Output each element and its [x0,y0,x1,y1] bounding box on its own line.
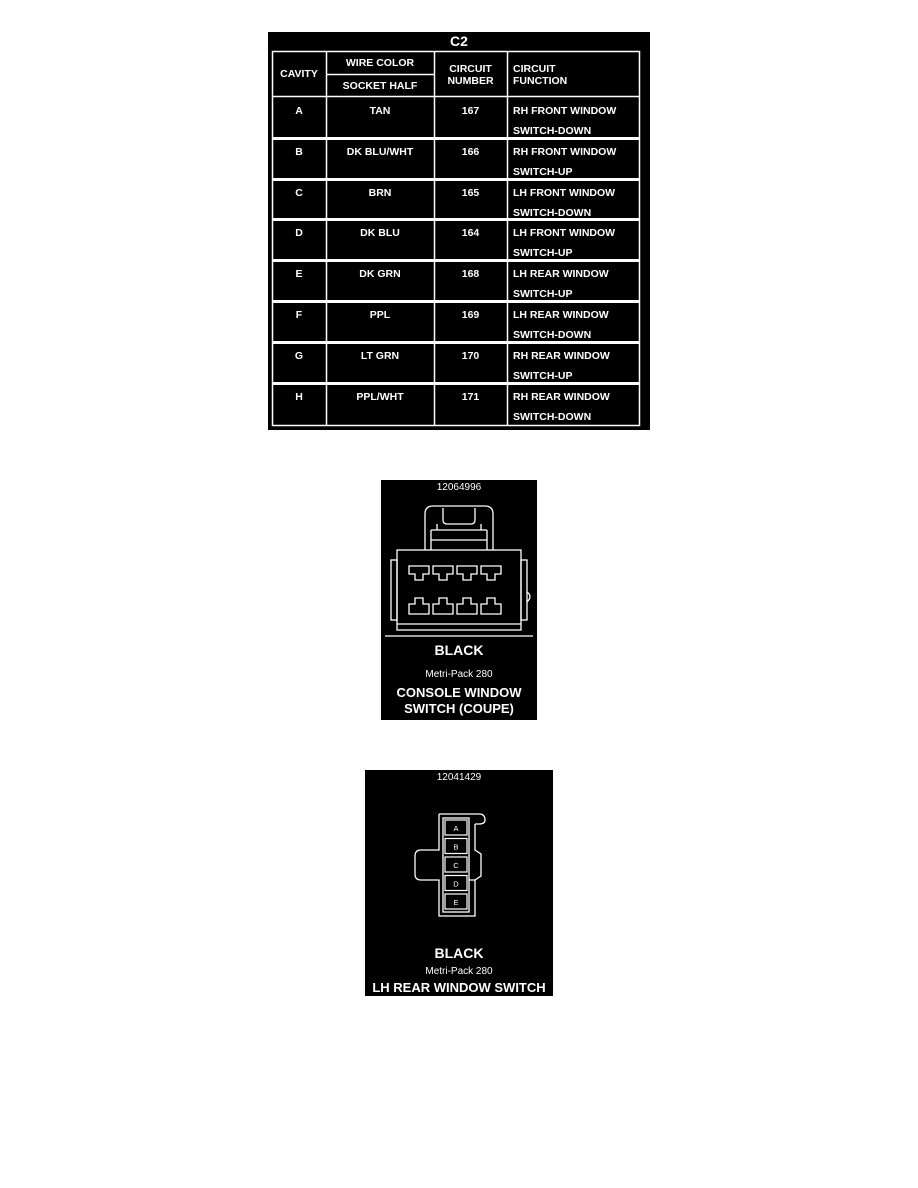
connector-c2-table [268,32,650,430]
circuit-number-cell: 168 [461,268,480,281]
circuit-function-cell: LH REAR WINDOW [513,309,609,321]
circuit-function-cell-line2: SWITCH-DOWN [513,329,592,341]
connector-type-label: Metri-Pack 280 [425,669,493,680]
circuit-function-cell: RH REAR WINDOW [513,349,610,362]
connector-name-line2: SWITCH (COUPE) [404,701,514,716]
circuit-function-cell-line2: SWITCH-DOWN [513,410,592,423]
cavity-label: D [453,879,459,889]
connector-face-drawing [365,770,553,930]
table-title: C2 [450,33,468,49]
circuit-function-cell-line2: SWITCH-UP [513,165,573,178]
header-circuit-function-line1: CIRCUIT [513,63,556,75]
wire-color-cell: LT GRN [360,349,400,362]
circuit-number-cell: 164 [461,227,480,240]
cavity-cell: C [295,186,303,199]
header-circuit-number-line1: CIRCUIT [449,63,492,75]
wire-color-cell: TAN [369,105,391,117]
wire-color-cell: PPL/WHT [356,390,404,403]
circuit-function-cell: LH FRONT WINDOW [513,186,616,199]
header-socket-half: SOCKET HALF [342,80,418,92]
circuit-function-cell: RH REAR WINDOW [513,390,610,403]
cavity-label: A [453,824,459,833]
lh-rear-window-switch-connector [365,770,553,996]
circuit-function-cell: LH REAR WINDOW [513,268,609,281]
connector-name-line1: CONSOLE WINDOW [396,685,522,700]
cavity-cell: H [295,390,303,403]
circuit-function-cell: RH FRONT WINDOW [513,105,617,117]
connector-color-label: BLACK [434,642,484,658]
cavity-cell: A [295,105,303,117]
circuit-function-cell-line2: SWITCH-DOWN [513,125,592,137]
circuit-function-cell: LH FRONT WINDOW [513,227,616,240]
header-circuit-number-line2: NUMBER [447,75,494,87]
circuit-number-cell: 167 [461,105,480,117]
circuit-number-cell: 166 [461,145,480,158]
circuit-function-cell-line2: SWITCH-DOWN [513,206,592,219]
header-wire-color: WIRE COLOR [345,57,415,69]
part-number: 12064996 [436,482,482,493]
wire-color-cell: DK BLU/WHT [346,145,414,158]
header-cavity: CAVITY [280,68,318,80]
circuit-number-cell: 170 [461,349,480,362]
cavity-label: B [453,842,459,852]
cavity-cell: F [295,309,303,321]
circuit-number-cell: 165 [461,186,480,199]
header-circuit-function-line2: FUNCTION [513,75,568,87]
connector-color-label: BLACK [434,945,484,961]
cavity-cell: E [295,268,303,281]
wire-color-cell: PPL [369,309,391,321]
connector-face-drawing [381,494,537,644]
header-circuit-number [434,63,507,87]
cavity-label: C [453,861,459,870]
wire-color-cell: DK BLU [360,227,400,240]
circuit-number-cell: 169 [461,309,480,321]
connector-name: LH REAR WINDOW SWITCH [372,980,546,995]
connector-name [381,685,537,717]
circuit-function-cell: RH FRONT WINDOW [513,145,617,158]
console-window-switch-connector [381,480,537,720]
wire-color-cell: DK GRN [359,268,401,281]
circuit-function-cell-line2: SWITCH-UP [513,369,573,382]
cavity-cell: G [294,349,304,362]
part-number: 12041429 [436,772,482,783]
header-circuit-function [513,63,633,87]
cavity-cell: D [295,227,303,240]
connector-type-label: Metri-Pack 280 [425,966,493,977]
circuit-function-cell-line2: SWITCH-UP [513,288,573,301]
cavity-label: E [453,898,459,907]
wire-color-cell: BRN [368,186,392,199]
cavity-cell: B [295,145,303,158]
circuit-function-cell-line2: SWITCH-UP [513,247,573,260]
circuit-number-cell: 171 [461,390,480,403]
